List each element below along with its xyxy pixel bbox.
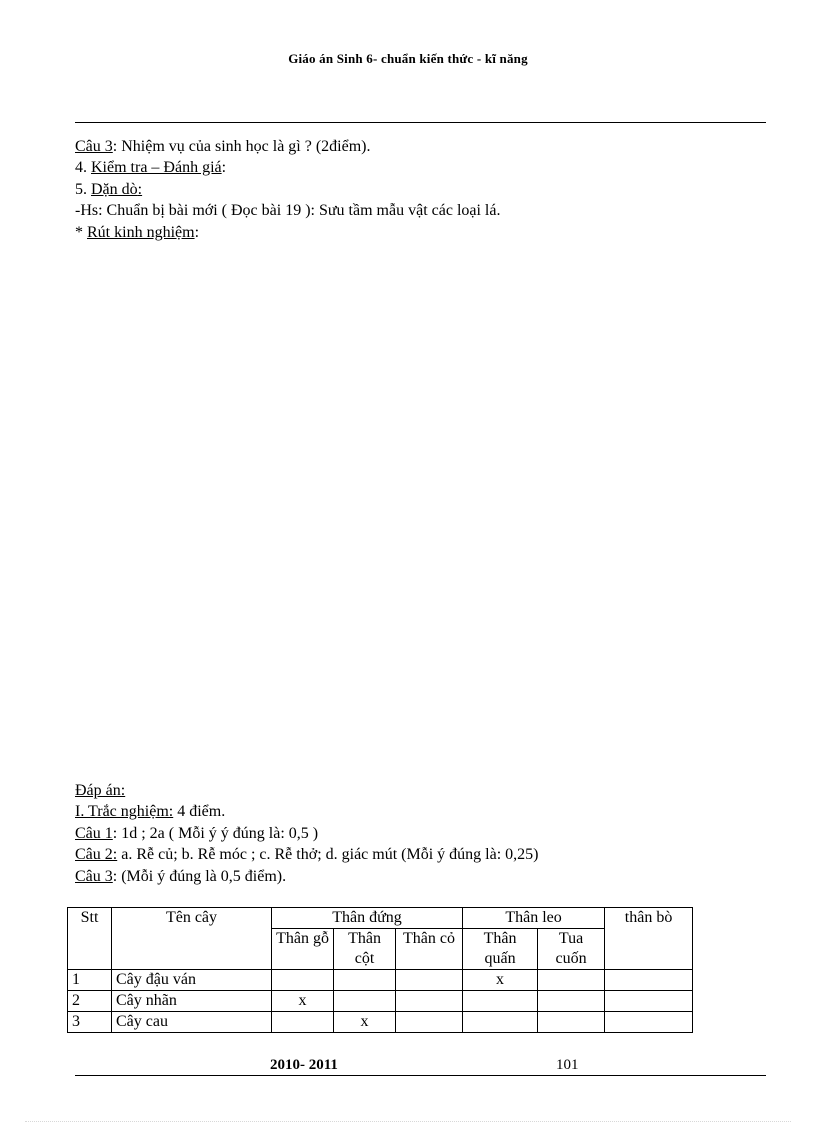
rut-kinh-nghiem-line	[75, 222, 199, 243]
rut-kinh-nghiem-star: *	[75, 224, 87, 241]
cell-than-quan: x	[463, 970, 538, 991]
header-than-dung: Thân đứng	[272, 908, 463, 929]
cell-than-cot: x	[334, 1012, 396, 1033]
answer-3-text: : (Mỗi ý đúng là 0,5 điểm).	[112, 868, 287, 885]
subheader-than-quan: Thân quấn	[463, 929, 538, 970]
trac-nghiem-line	[75, 801, 225, 822]
answer-2-line	[75, 844, 539, 865]
cell-than-cot	[334, 991, 396, 1012]
dan-do-line	[75, 179, 142, 200]
cell-than-quan	[463, 1012, 538, 1033]
kiem-tra-line	[75, 157, 226, 178]
cell-than-co	[396, 970, 463, 991]
cell-than-bo	[605, 970, 693, 991]
kiem-tra-label: Kiểm tra – Đánh giá	[91, 159, 222, 176]
header-rule	[75, 122, 766, 123]
question-3-text: : Nhiệm vụ của sinh học là gì ? (2điểm).	[112, 138, 371, 155]
question-3-line	[75, 136, 371, 157]
answer-2-label: Câu 2:	[75, 846, 118, 863]
cell-than-quan	[463, 991, 538, 1012]
dan-do-label: Dặn dò	[91, 181, 138, 198]
footer-rule	[75, 1075, 766, 1076]
row-plant-name: Cây cau	[112, 1012, 272, 1033]
question-3-label: Câu 3	[75, 138, 113, 155]
kiem-tra-colon: :	[221, 159, 227, 176]
row-plant-name: Cây đậu ván	[112, 970, 272, 991]
dan-do-number: 5.	[75, 181, 91, 198]
header-than-leo: Thân leo	[463, 908, 605, 929]
cell-than-go	[272, 1012, 334, 1033]
table-row	[68, 970, 693, 991]
cell-than-go: x	[272, 991, 334, 1012]
subheader-tua-cuon: Tua cuốn	[538, 929, 605, 970]
page-header-title: Giáo án Sinh 6- chuẩn kiến thức - kĩ năng	[288, 51, 528, 66]
trac-nghiem-text: 4 điểm.	[173, 803, 226, 820]
table-header-row	[68, 908, 693, 929]
answer-1-text: : 1d ; 2a ( Mỗi ý ý đúng là: 0,5 )	[112, 825, 319, 842]
dan-do-colon: :	[137, 181, 143, 198]
cell-than-bo	[605, 1012, 693, 1033]
stem-classification-table	[67, 907, 693, 1033]
cell-tua-cuon	[538, 970, 605, 991]
cell-than-bo	[605, 991, 693, 1012]
kiem-tra-number: 4.	[75, 159, 91, 176]
cell-than-cot	[334, 970, 396, 991]
trac-nghiem-label: I. Trắc nghiệm:	[75, 803, 174, 820]
cell-than-co	[396, 1012, 463, 1033]
answer-3-line	[75, 866, 286, 887]
page-edge-dots	[25, 1121, 791, 1122]
cell-than-go	[272, 970, 334, 991]
header-ten-cay: Tên cây	[112, 908, 272, 970]
rut-kinh-nghiem-label: Rút kinh nghiệm	[87, 224, 195, 241]
row-stt: 2	[68, 991, 112, 1012]
rut-kinh-nghiem-colon: :	[194, 224, 200, 241]
cell-than-co	[396, 991, 463, 1012]
subheader-than-cot: Thân cột	[334, 929, 396, 970]
subheader-than-co: Thân cỏ	[396, 929, 463, 970]
subheader-than-go: Thân gỗ	[272, 929, 334, 970]
homework-line: -Hs: Chuẩn bị bài mới ( Đọc bài 19 ): Sưu tầm mẫu vật các loại lá.	[75, 202, 501, 219]
answer-3-label: Câu 3	[75, 868, 113, 885]
header-stt: Stt	[68, 908, 112, 970]
footer-school-year: 2010- 2011	[270, 1057, 338, 1073]
table-row	[68, 1012, 693, 1033]
row-plant-name: Cây nhãn	[112, 991, 272, 1012]
cell-tua-cuon	[538, 991, 605, 1012]
footer-page-number: 101	[556, 1057, 579, 1073]
header-than-bo: thân bò	[605, 908, 693, 970]
row-stt: 3	[68, 1012, 112, 1033]
cell-tua-cuon	[538, 1012, 605, 1033]
table-row	[68, 991, 693, 1012]
answers-title: Đáp án:	[75, 782, 126, 799]
answer-1-label: Câu 1	[75, 825, 113, 842]
answer-1-line	[75, 823, 318, 844]
answer-2-text: a. Rễ củ; b. Rễ móc ; c. Rễ thở; d. giác mút (Mỗi ý đúng là: 0,25)	[117, 846, 539, 863]
row-stt: 1	[68, 970, 112, 991]
